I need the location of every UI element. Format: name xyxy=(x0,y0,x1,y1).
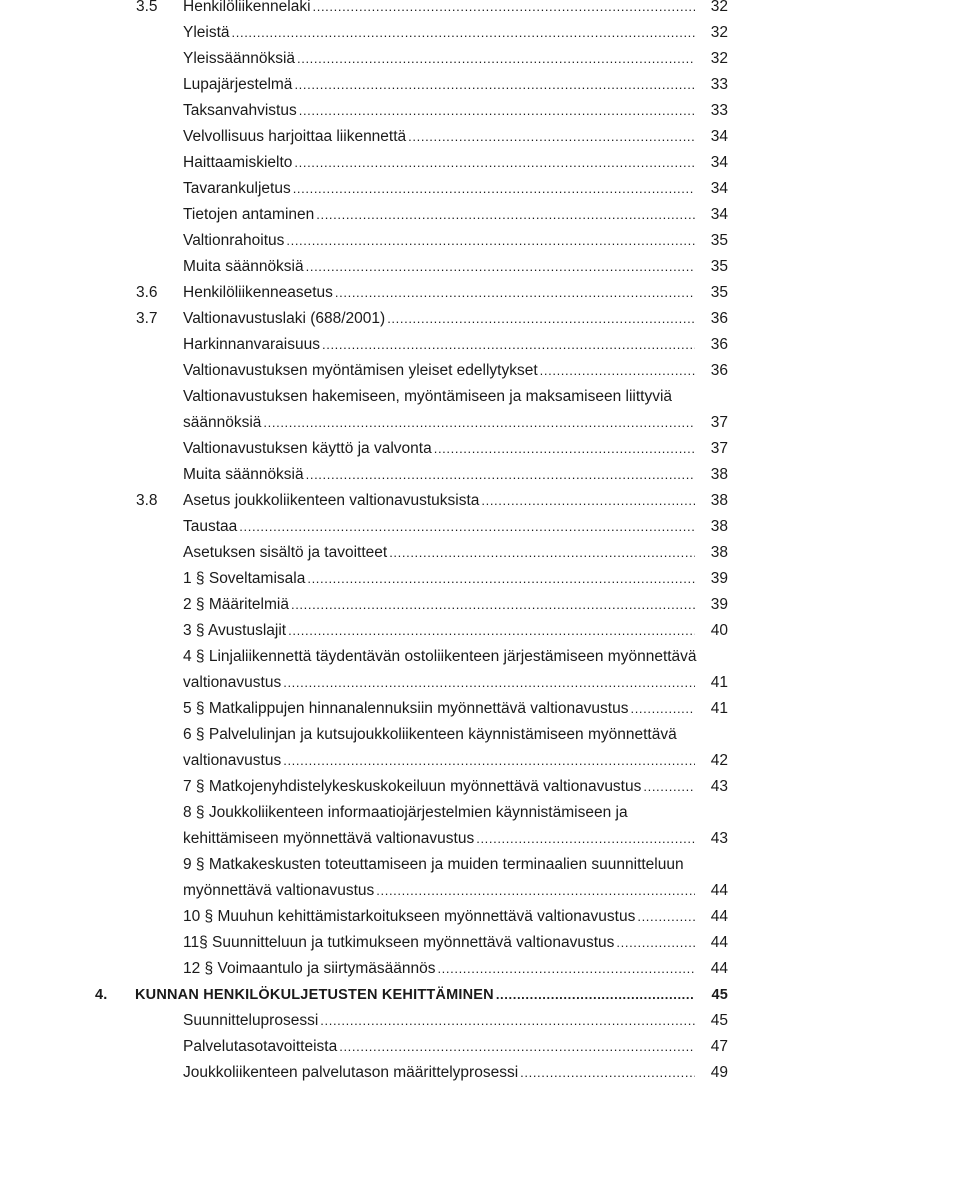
leader-dots xyxy=(520,1060,695,1086)
page-number: 45 xyxy=(711,987,728,1003)
page-number: 41 xyxy=(710,674,728,691)
page-number: 36 xyxy=(710,362,728,379)
entry-title: 12 § Voimaantulo ja siirtymäsäännös xyxy=(183,960,436,977)
page-number: 35 xyxy=(710,232,728,249)
leader-dots xyxy=(263,410,695,436)
leader-dots xyxy=(616,930,695,956)
leader-dots xyxy=(637,904,695,930)
leader-dots xyxy=(291,592,695,618)
toc-entry[interactable] xyxy=(183,202,728,228)
entry-title: Tavarankuljetus xyxy=(183,180,291,197)
page-number: 38 xyxy=(710,518,728,535)
page-number: 41 xyxy=(710,700,728,717)
entry-title: Yleistä xyxy=(183,24,230,41)
leader-dots xyxy=(322,332,695,358)
leader-dots xyxy=(297,46,695,72)
toc-entry[interactable] xyxy=(183,904,728,930)
toc-entry[interactable] xyxy=(183,566,728,592)
entry-title: 2 § Määritelmiä xyxy=(183,596,289,613)
entry-title: Henkilöliikenneasetus xyxy=(183,284,333,301)
entry-title: Asetus joukkoliikenteen valtionavustuksista xyxy=(183,492,480,509)
entry-title: Joukkoliikenteen palvelutason määrittelyprosessi xyxy=(183,1064,519,1081)
section-number: 3.8 xyxy=(136,492,158,509)
toc-entry[interactable] xyxy=(183,670,728,696)
toc-entry[interactable] xyxy=(136,280,728,306)
entry-title: 1 § Soveltamisala xyxy=(183,570,306,587)
toc-entry[interactable] xyxy=(183,748,728,774)
leader-dots xyxy=(320,1008,695,1034)
toc-entry[interactable] xyxy=(183,124,728,150)
leader-dots xyxy=(316,202,695,228)
chapter-number: 4. xyxy=(95,987,108,1003)
toc-entry[interactable] xyxy=(183,696,728,722)
leader-dots xyxy=(387,306,695,332)
entry-title-continued: valtionavustus xyxy=(183,752,282,769)
toc-entry[interactable] xyxy=(183,774,728,800)
page-number: 32 xyxy=(710,24,728,41)
leader-dots xyxy=(376,878,695,904)
section-number: 3.6 xyxy=(136,284,158,301)
toc-entry[interactable] xyxy=(183,930,728,956)
page-number: 33 xyxy=(710,76,728,93)
page-number: 34 xyxy=(710,128,728,145)
toc-entry[interactable] xyxy=(183,72,728,98)
toc-entry[interactable] xyxy=(136,488,728,514)
entry-title: Lupajärjestelmä xyxy=(183,76,293,93)
leader-dots xyxy=(306,254,695,280)
toc-entry[interactable] xyxy=(136,0,728,20)
leader-dots xyxy=(389,540,695,566)
page-number: 43 xyxy=(710,830,728,847)
leader-dots xyxy=(434,436,695,462)
page-number: 37 xyxy=(710,414,728,431)
page-number: 39 xyxy=(710,570,728,587)
page-number: 42 xyxy=(710,752,728,769)
toc-entry[interactable] xyxy=(183,878,728,904)
page-number: 43 xyxy=(710,778,728,795)
leader-dots xyxy=(283,748,695,774)
page-number: 32 xyxy=(710,50,728,67)
entry-title: Palvelutasotavoitteista xyxy=(183,1038,338,1055)
page-number: 44 xyxy=(710,934,728,951)
leader-dots xyxy=(408,124,695,150)
section-number: 3.7 xyxy=(136,310,158,327)
toc-entry[interactable] xyxy=(183,462,728,488)
section-number: 3.5 xyxy=(136,0,158,15)
entry-title: Suunnitteluprosessi xyxy=(183,1012,319,1029)
entry-title: 7 § Matkojenyhdistelykeskuskokeiluun myönnettävä valtionavustus xyxy=(183,778,642,795)
leader-dots xyxy=(294,150,695,176)
toc-entry[interactable] xyxy=(183,1034,728,1060)
entry-title: Henkilöliikennelaki xyxy=(183,0,311,15)
entry-title: Valtionrahoitus xyxy=(183,232,285,249)
entry-title-line: 8 § Joukkoliikenteen informaatiojärjestelmien käynnistämiseen ja xyxy=(183,804,628,821)
entry-title-line: 4 § Linjaliikennettä täydentävän ostoliikenteen järjestämiseen myönnettävä xyxy=(183,648,697,665)
entry-title: 3 § Avustuslajit xyxy=(183,622,287,639)
leader-dots xyxy=(306,462,695,488)
leader-dots xyxy=(643,774,695,800)
toc-entry[interactable] xyxy=(183,956,728,982)
leader-dots xyxy=(288,618,695,644)
entry-title: Yleissäännöksiä xyxy=(183,50,296,67)
page-number: 44 xyxy=(710,882,728,899)
toc-entry[interactable] xyxy=(183,1008,728,1034)
entry-title-line: 9 § Matkakeskusten toteuttamiseen ja muiden terminaalien suunnitteluun xyxy=(183,856,684,873)
leader-dots xyxy=(313,0,695,20)
toc-entry[interactable] xyxy=(183,540,728,566)
leader-dots xyxy=(437,956,695,982)
page-number: 37 xyxy=(710,440,728,457)
leader-dots xyxy=(239,514,695,540)
entry-title-continued: kehittämiseen myönnettävä valtionavustus xyxy=(183,830,475,847)
page-number: 33 xyxy=(710,102,728,119)
leader-dots xyxy=(232,20,695,46)
leader-dots xyxy=(307,566,695,592)
entry-title-line: 6 § Palvelulinjan ja kutsujoukkoliikenteen käynnistämiseen myönnettävä xyxy=(183,726,677,743)
leader-dots xyxy=(286,228,695,254)
entry-title: Muita säännöksiä xyxy=(183,466,304,483)
entry-title: Taustaa xyxy=(183,518,238,535)
leader-dots xyxy=(540,358,695,384)
entry-title: Asetuksen sisältö ja tavoitteet xyxy=(183,544,388,561)
page-number: 36 xyxy=(710,336,728,353)
leader-dots xyxy=(481,488,695,514)
entry-title: Valtionavustuslaki (688/2001) xyxy=(183,310,386,327)
page-number: 45 xyxy=(710,1012,728,1029)
toc-entry[interactable] xyxy=(183,176,728,202)
page-number: 44 xyxy=(710,960,728,977)
page-number: 34 xyxy=(710,180,728,197)
page-number: 39 xyxy=(710,596,728,613)
page-number: 44 xyxy=(710,908,728,925)
leader-dots xyxy=(293,176,695,202)
toc-entry[interactable] xyxy=(183,436,728,462)
leader-dots xyxy=(299,98,695,124)
page-number: 35 xyxy=(710,284,728,301)
page-number: 34 xyxy=(710,154,728,171)
entry-title-continued: myönnettävä valtionavustus xyxy=(183,882,375,899)
toc-entry[interactable] xyxy=(183,826,728,852)
toc-entry[interactable] xyxy=(183,592,728,618)
toc-chapter-entry[interactable] xyxy=(95,982,728,1008)
toc-entry[interactable] xyxy=(183,514,728,540)
leader-dots xyxy=(294,72,695,98)
page-number: 34 xyxy=(710,206,728,223)
page-number: 38 xyxy=(710,492,728,509)
leader-dots xyxy=(335,280,695,306)
entry-title: Valtionavustuksen myöntämisen yleiset edellytykset xyxy=(183,362,538,379)
entry-title: 5 § Matkalippujen hinnanalennuksiin myönnettävä valtionavustus xyxy=(183,700,629,717)
page-number: 47 xyxy=(710,1038,728,1055)
toc-entry[interactable] xyxy=(183,150,728,176)
entry-title: Valtionavustuksen käyttö ja valvonta xyxy=(183,440,432,457)
page-number: 36 xyxy=(710,310,728,327)
leader-dots xyxy=(339,1034,695,1060)
leader-dots xyxy=(283,670,695,696)
page-number: 49 xyxy=(710,1064,728,1081)
entry-title: Tietojen antaminen xyxy=(183,206,315,223)
toc-entry[interactable] xyxy=(183,46,728,72)
page-number: 35 xyxy=(710,258,728,275)
entry-title: Muita säännöksiä xyxy=(183,258,304,275)
toc-entry[interactable] xyxy=(183,332,728,358)
toc-entry[interactable] xyxy=(183,20,728,46)
entry-title-line: Valtionavustuksen hakemiseen, myöntämiseen ja maksamiseen liittyviä xyxy=(183,388,673,405)
entry-title: Velvollisuus harjoittaa liikennettä xyxy=(183,128,407,145)
toc-entry[interactable] xyxy=(183,618,728,644)
chapter-title: KUNNAN HENKILÖKULJETUSTEN KEHITTÄMINEN xyxy=(135,987,494,1003)
entry-title-continued: valtionavustus xyxy=(183,674,282,691)
toc-entry[interactable] xyxy=(183,98,728,124)
entry-title: 11§ Suunnitteluun ja tutkimukseen myönnettävä valtionavustus xyxy=(183,934,615,951)
toc-entry[interactable] xyxy=(183,1060,728,1086)
toc-entry[interactable] xyxy=(136,306,728,332)
page-number: 38 xyxy=(710,466,728,483)
toc-entry[interactable] xyxy=(183,254,728,280)
entry-title: Haittaamiskielto xyxy=(183,154,293,171)
entry-title: 10 § Muuhun kehittämistarkoitukseen myönnettävä valtionavustus xyxy=(183,908,636,925)
entry-title-continued: säännöksiä xyxy=(183,414,262,431)
leader-dots xyxy=(630,696,695,722)
entry-title: Taksanvahvistus xyxy=(183,102,297,119)
toc-entry[interactable] xyxy=(183,358,728,384)
page-number: 40 xyxy=(710,622,728,639)
toc-entry[interactable] xyxy=(183,228,728,254)
entry-title: Harkinnanvaraisuus xyxy=(183,336,320,353)
page-number: 38 xyxy=(710,544,728,561)
leader-dots xyxy=(476,826,695,852)
page-number: 32 xyxy=(710,0,728,15)
toc-entry[interactable] xyxy=(183,410,728,436)
leader-dots xyxy=(496,982,695,1008)
